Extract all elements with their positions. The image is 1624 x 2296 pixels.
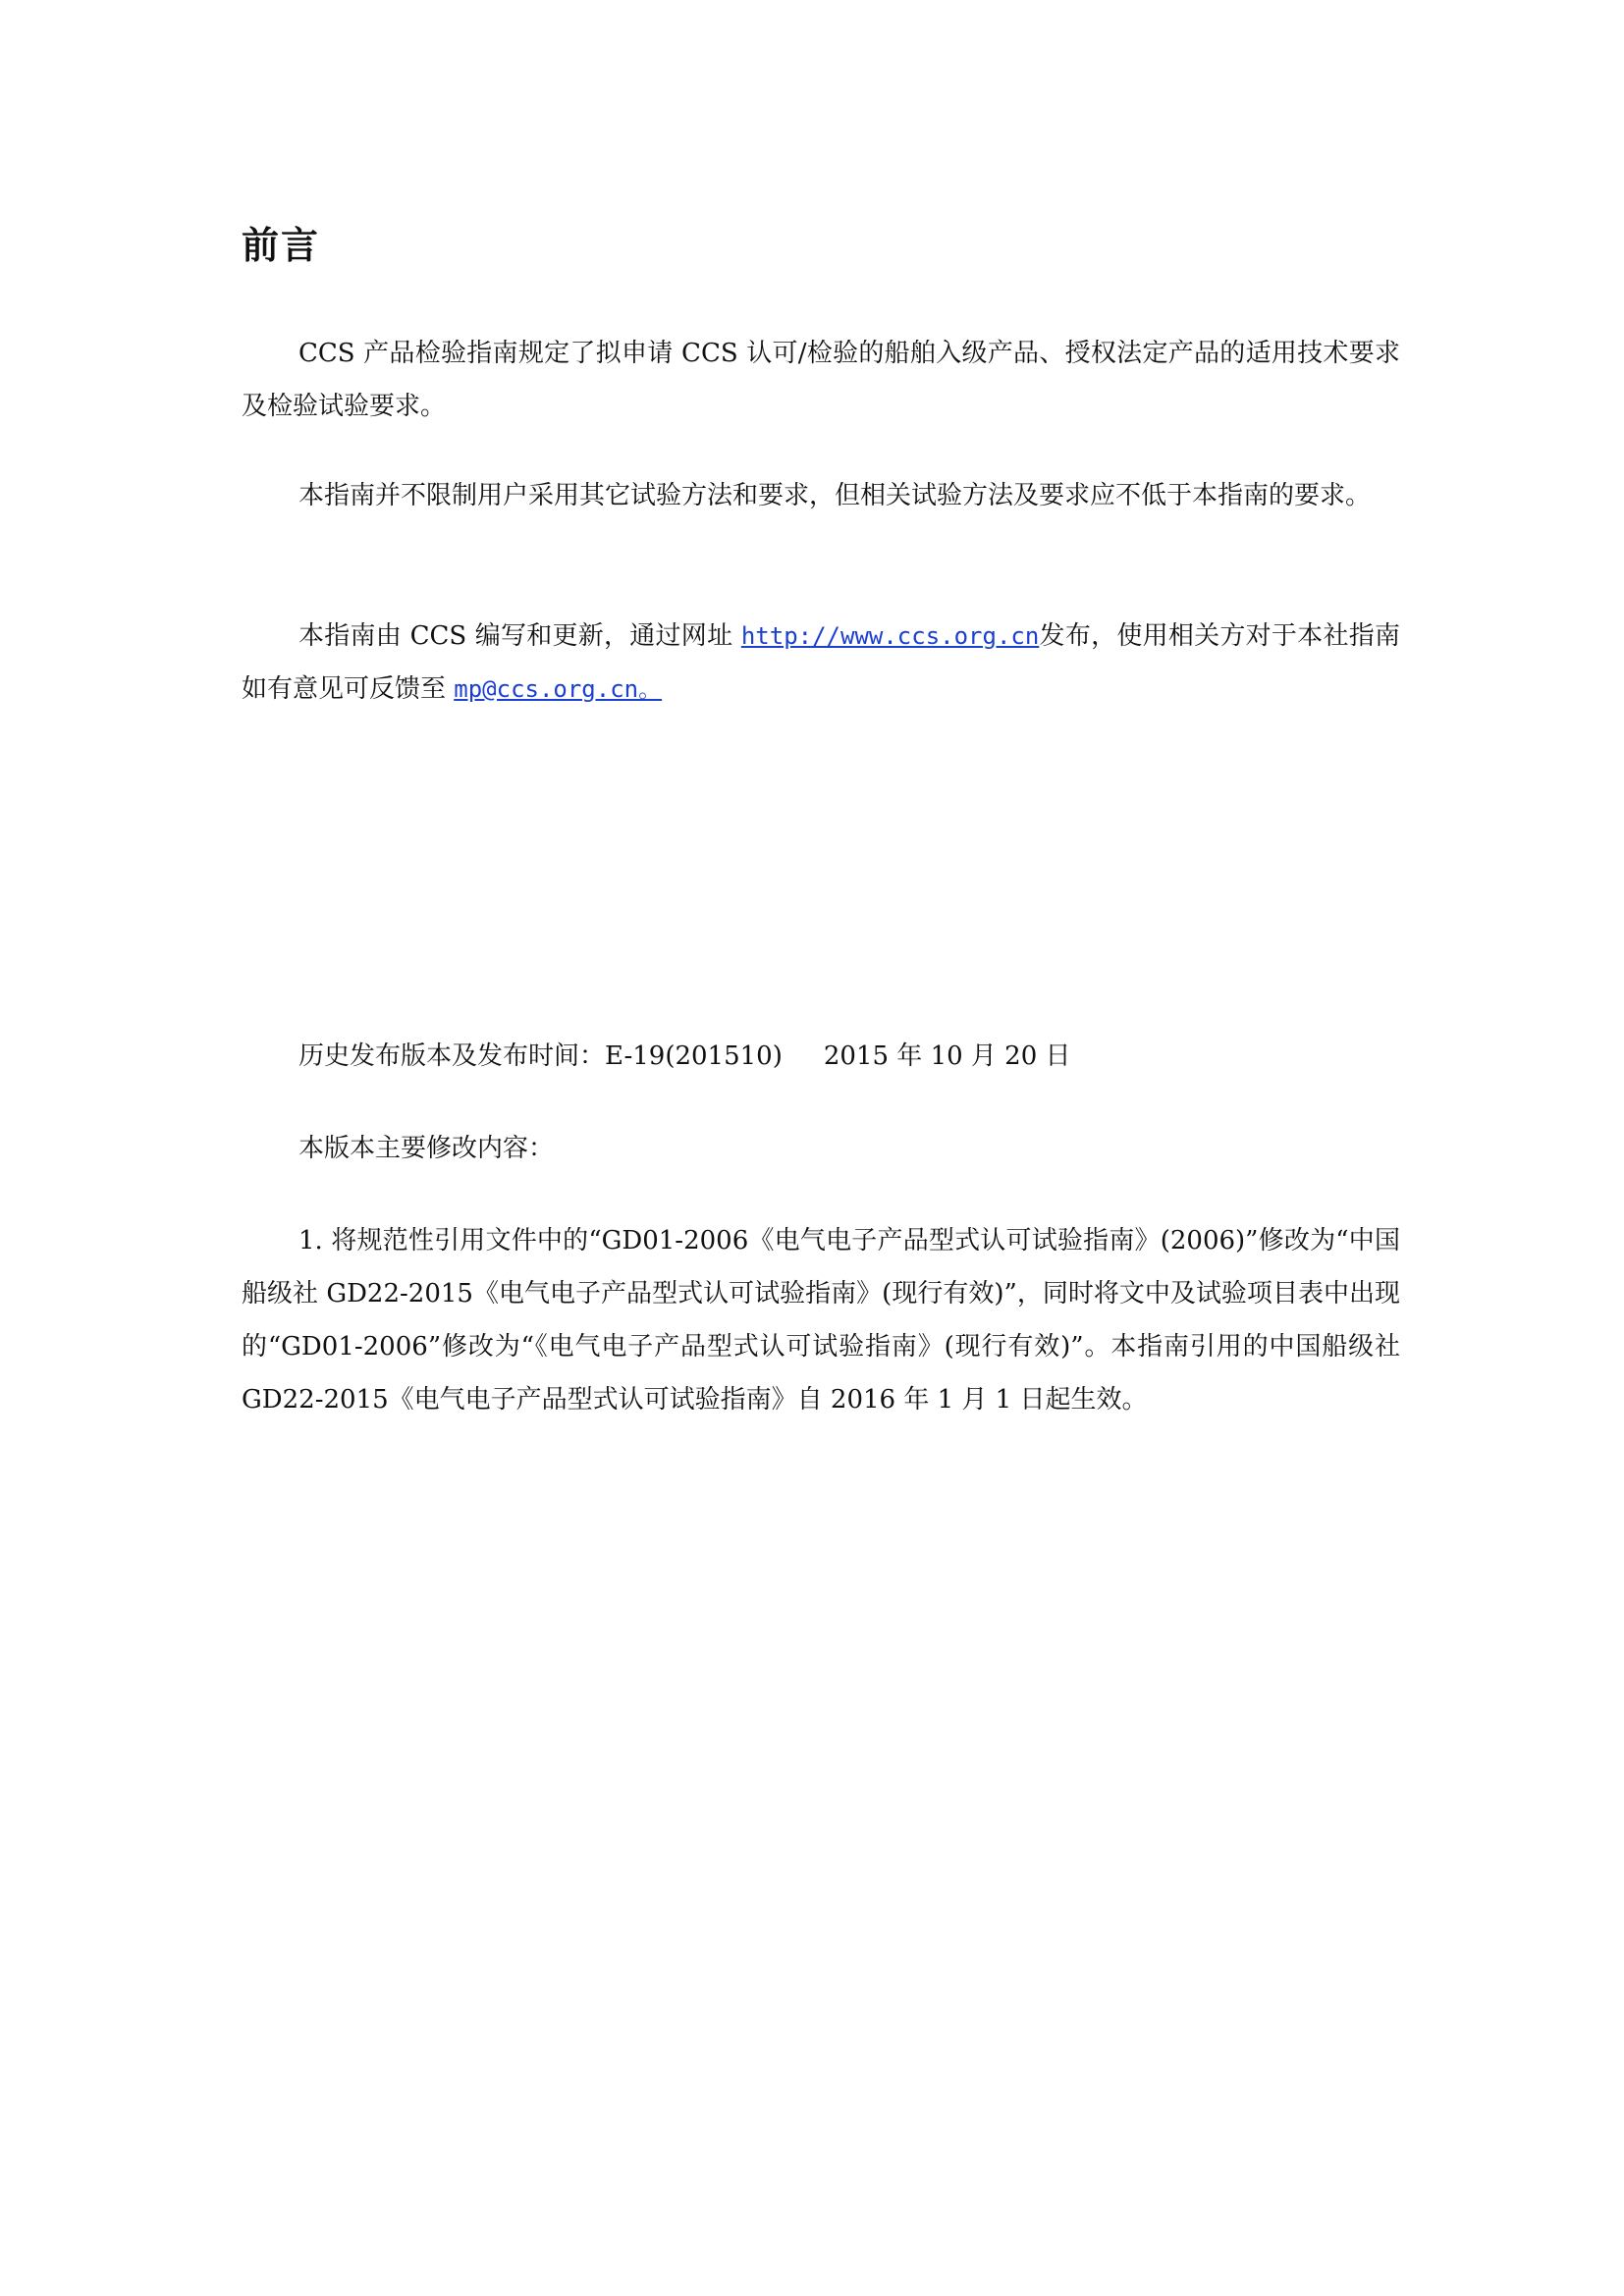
history-label: 历史发布版本及发布时间：E-19(201510) (298, 1041, 783, 1071)
paragraph-changes-heading: 本版本主要修改内容： (298, 1134, 555, 1163)
paragraph-change-item-1: 1. 将规范性引用文件中的“GD01-2006《电气电子产品型式认可试验指南》(2006)”修改为“中国船级社 GD22-2015《电气电子产品型式认可试验指南》(现行有效)”，同时将文中及试验项目表中出现的“GD01-2006”修改为“《电气电子产品型式认可试验指南》(现行有效)”。本指南引用的中国船级社 GD22-2015《电气电子产品型式认可试验指南》自 2016 年 1 月 1 日起生效。 (242, 1226, 1400, 1415)
history-date: 2015 年 10 月 20 日 (823, 1041, 1071, 1071)
website-link[interactable]: http://www.ccs.org.cn (740, 622, 1040, 650)
contact-text-middle: 发布，使用相关方对于本社指南如有意见可反馈至 (242, 621, 1400, 704)
paragraph-history (242, 1030, 1400, 1083)
paragraph-usage: 本指南并不限制用户采用其它试验方法和要求，但相关试验方法及要求应不低于本指南的要求。 (298, 481, 1372, 510)
paragraph-scope: CCS 产品检验指南规定了拟申请 CCS 认可/检验的船舶入级产品、授权法定产品的适用技术要求及检验试验要求。 (242, 339, 1400, 421)
paragraph-contact (242, 610, 1400, 716)
page-title: 前言 (242, 223, 321, 267)
contact-text-before: 本指南由 CCS 编写和更新，通过网址 (298, 621, 741, 651)
email-link[interactable]: mp@ccs.org.cn。 (454, 675, 663, 703)
